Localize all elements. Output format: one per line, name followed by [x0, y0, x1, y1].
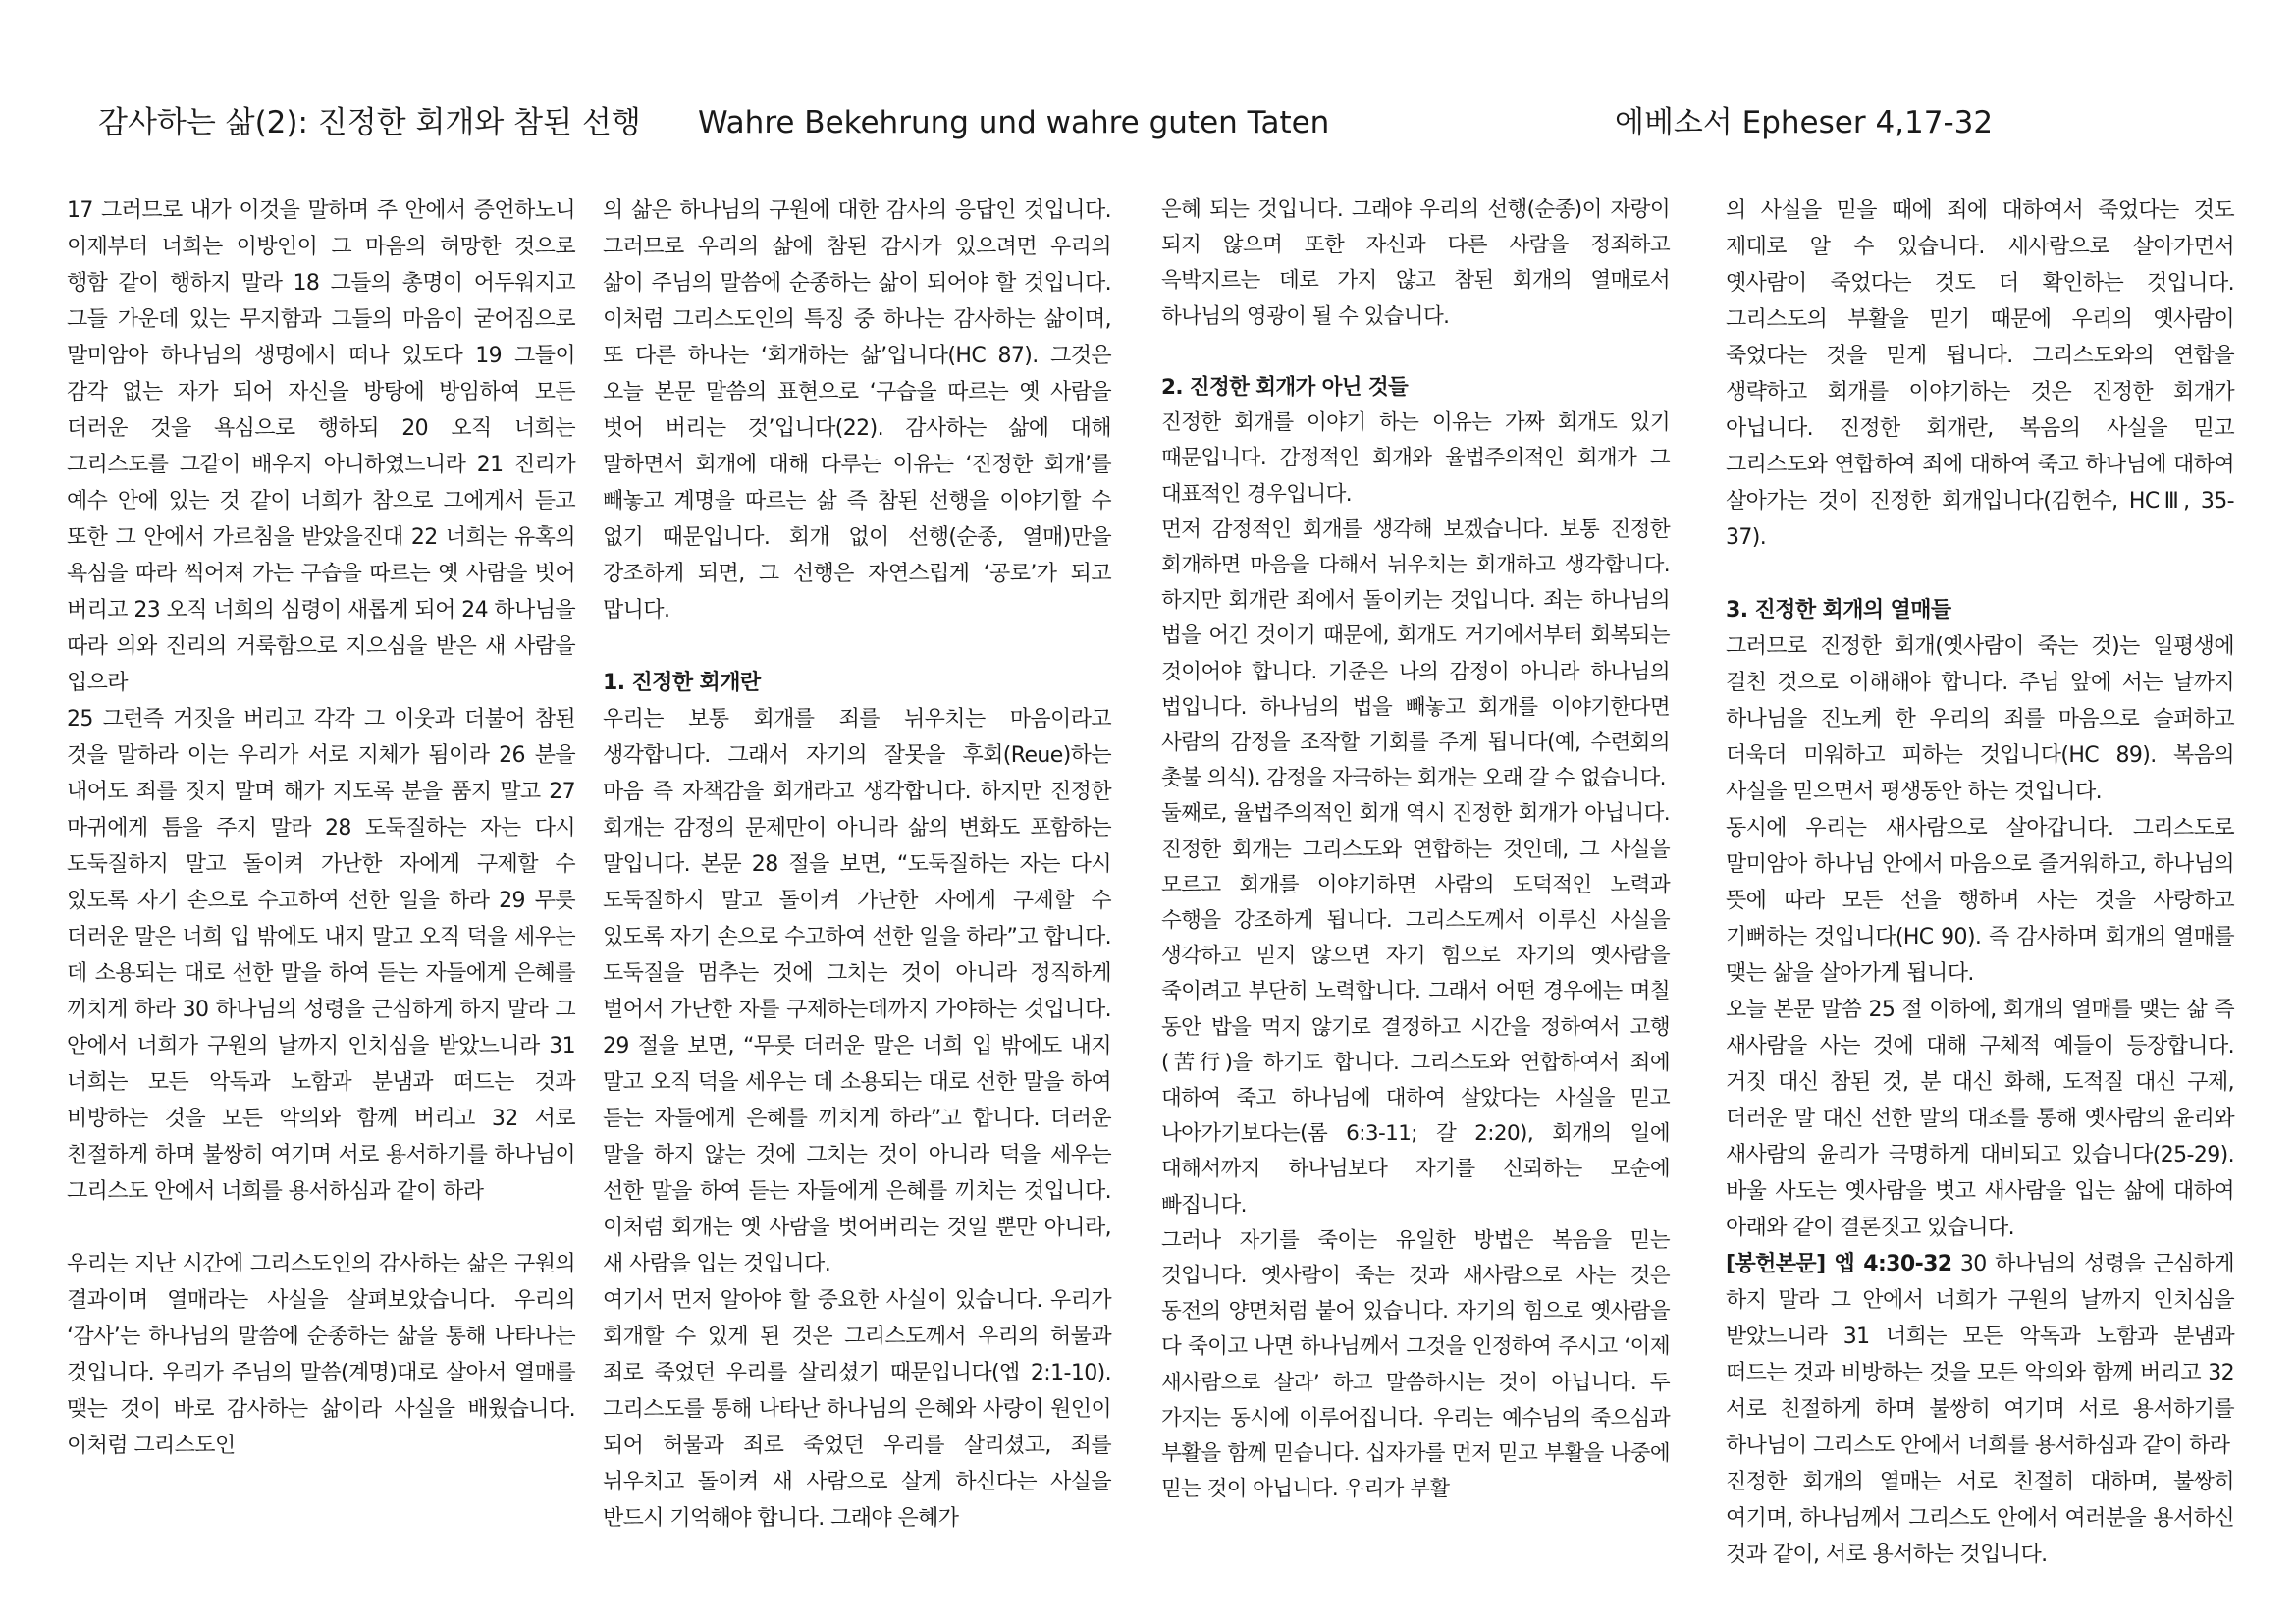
scripture-passage-17-24: 17 그러므로 내가 이것을 말하며 주 안에서 증언하노니 이제부터 너희는 이방인이 그 마음의 허망한 것으로 행함 같이 행하지 말라 18 그들의 총명이 어두워지고 그들 가운데 있는 무지함과 그들의 마음이 굳어짐으로 말미암아 하나님의 생명에서 떠나 있도다 19 그들이 감각 없는 자가 되어 자신을 방탕에 방임하여 모든 더러운 것을 욕심으로 행하되 20 오직 너희는 그리스도를 그같이 배우지 아니하였느니라 21 진리가 예수 안에 있는 것 같이 너희가 참으로 그에게서 듣고 또한 그 안에서 가르침을 받았을진대 22 너희는 유혹의 욕심을 따라 썩어져 가는 구습을 따르는 옛 사람을 벗어 버리고 23 오직 너희의 심령이 새롭게 되어 24 하나님을 따라 의와 진리의 거룩함으로 지으심을 받은 새 사람을 입으라 — [67, 198, 575, 695]
section-heading-2: 2. 진정한 회개가 아닌 것들 — [1161, 375, 1409, 400]
paragraph: 먼저 감정적인 회개를 생각해 보겠습니다. 보통 진정한 회개하면 마음을 다해서 뉘우치는 회개하고 생각합니다. 하지만 회개란 죄에서 돌이키는 것입니다. 죄는 하나님의 법을 어긴 것이기 때문에, 회개도 거기에서부터 회복되는 것이어야 합니다. 기준은 나의 감정이 아니라 하나님의 법입니다. 하나님의 법을 빼놓고 회개를 이야기한다면 사람의 감정을 조작할 기회를 주게 됩니다(예, 수련회의 촛불 의식). 감정을 자극하는 회개는 오래 갈 수 없습니다. — [1161, 516, 1670, 791]
paragraph: 의 사실을 믿을 때에 죄에 대하여서 죽었다는 것도 제대로 알 수 있습니다. 새사람으로 살아가면서 옛사람이 죽었다는 것도 더 확인하는 것입니다. 그리스도의 부활을 믿기 때문에 우리의 옛사람이 죽었다는 것을 믿게 됩니다. 그리스도와의 연합을 생략하고 회개를 이야기하는 것은 진정한 회개가 아닙니다. 진정한 회개란, 복음의 사실을 믿고 그리스도와 연합하여 죄에 대하여 죽고 하나님에 대하여 살아가는 것이 진정한 회개입니다(김헌수, HCⅢ, 35-37). — [1726, 198, 2234, 550]
text-column-2 — [603, 192, 1111, 1537]
text-column-3 — [1161, 192, 1670, 1508]
paragraph: 은혜 되는 것입니다. 그래야 우리의 선행(순종)이 자랑이 되지 않으며 또한 자신과 다른 사람을 정죄하고 윽박지르는 데로 가지 않고 참된 회개의 열매로서 하나님의 영광이 될 수 있습니다. — [1161, 197, 1670, 329]
paragraph: 우리는 보통 회개를 죄를 뉘우치는 마음이라고 생각합니다. 그래서 자기의 잘못을 후회(Reue)하는 마음 즉 자책감을 회개라고 생각합니다. 하지만 진정한 회개는 감정의 문제만이 아니라 삶의 변화도 포함하는 말입니다. 본문 28 절을 보면, “도둑질하는 자는 다시 도둑질하지 말고 돌이켜 가난한 자에게 구제할 수 있도록 자기 손으로 수고하여 선한 일을 하라”고 합니다. 도둑질을 멈추는 것에 그치는 것이 아니라 정직하게 벌어서 가난한 자를 구제하는데까지 가야하는 것입니다. 29 절을 보면, “무릇 더러운 말은 너희 입 밖에도 내지 말고 오직 덕을 세우는 데 소용되는 대로 선한 말을 하여 듣는 자들에게 은혜를 끼치게 하라”고 합니다. 더러운 말을 하지 않는 것에 그치는 것이 아니라 덕을 세우는 선한 말을 하여 듣는 자들에게 은혜를 끼치는 것입니다. 이처럼 회개는 옛 사람을 벗어버리는 것일 뿐만 아니라, 새 사람을 입는 것입니다. — [603, 707, 1111, 1276]
intro-paragraph: 우리는 지난 시간에 그리스도인의 감사하는 삶은 구원의 결과이며 열매라는 사실을 살펴보았습니다. 우리의 ‘감사’는 하나님의 말씀에 순종하는 삶을 통해 나타나는 것입니다. 우리가 주님의 말씀(계명)대로 살아서 열매를 맺는 것이 바로 감사하는 삶이라 사실을 배웠습니다. 이처럼 그리스도인 — [67, 1252, 575, 1458]
paragraph: 여기서 먼저 알아야 할 중요한 사실이 있습니다. 우리가 회개할 수 있게 된 것은 그리스도께서 우리의 허물과 죄로 죽었던 우리를 살리셨기 때문입니다(엡 2:1-10). 그리스도를 통해 나타난 하나님의 은혜와 사랑이 원인이 되어 허물과 죄로 죽었던 우리를 살리셨고, 죄를 뉘우치고 돌이켜 새 사람으로 살게 하신다는 사실을 반드시 기억해야 합니다. 그래야 은혜가 — [603, 1288, 1111, 1531]
paragraph: 진정한 회개를 이야기 하는 이유는 가짜 회개도 있기 때문입니다. 감정적인 회개와 율법주의적인 회개가 그 대표적인 경우입니다. — [1161, 410, 1670, 507]
title-korean: 감사하는 삶(2): 진정한 회개와 참된 선행 — [98, 105, 641, 140]
offering-text: 30 하나님의 성령을 근심하게 하지 말라 그 안에서 너희가 구원의 날까지 인치심을 받았느니라 31 너희는 모든 악독과 노함과 분냄과 떠드는 것과 비방하는 것을 모든 악의와 함께 버리고 32 서로 친절하게 하며 불쌍히 여기며 서로 용서하기를 하나님이 그리스도 안에서 너희를 용서하심과 같이 하라 — [1726, 1252, 2234, 1458]
paragraph: 동시에 우리는 새사람으로 살아갑니다. 그리스도로 말미암아 하나님 안에서 마음으로 즐거워하고, 하나님의 뜻에 따라 모든 선을 행하며 사는 것을 사랑하고 기뻐하는 것입니다(HC 90). 즉 감사하며 회개의 열매를 맺는 삶을 살아가게 됩니다. — [1726, 816, 2234, 986]
text-column-1 — [67, 192, 575, 1464]
paragraph: 의 삶은 하나님의 구원에 대한 감사의 응답인 것입니다. 그러므로 우리의 삶에 참된 감사가 있으려면 우리의 삶이 주님의 말씀에 순종하는 삶이 되어야 할 것입니다. 이처럼 그리스도인의 특징 중 하나는 감사하는 삶이며, 또 다른 하나는 ‘회개하는 삶’입니다(HC 87). 그것은 오늘 본문 말씀의 표현으로 ‘구습을 따르는 옛 사람을 벗어 버리는 것’입니다(22). 감사하는 삶에 대해 말하면서 회개에 대해 다루는 이유는 ‘진정한 회개’를 빼놓고 계명을 따르는 삶 즉 참된 선행을 이야기할 수 없기 때문입니다. 회개 없이 선행(순종, 열매)만을 강조하게 되면, 그 선행은 자연스럽게 ‘공로’가 되고 맙니다. — [603, 198, 1111, 623]
paragraph: 진정한 회개의 열매는 서로 친절히 대하며, 불쌍히 여기며, 하나님께서 그리스도 안에서 여러분을 용서하신 것과 같이, 서로 용서하는 것입니다. — [1726, 1470, 2234, 1567]
paragraph: 오늘 본문 말씀 25 절 이하에, 회개의 열매를 맺는 삶 즉 새사람을 사는 것에 대해 구체적 예들이 등장합니다. 거짓 대신 참된 것, 분 대신 화해, 도적질 대신 구제, 더러운 말 대신 선한 말의 대조를 통해 옛사람의 윤리와 새사람의 윤리가 극명하게 대비되고 있습니다(25-29). 바울 사도는 옛사람을 벗고 새사람을 입는 삶에 대하여 아래와 같이 결론짓고 있습니다. — [1726, 998, 2234, 1240]
page-header — [98, 98, 2198, 147]
title-german: Wahre Bekehrung und wahre guten Taten — [698, 105, 1330, 140]
paragraph: 그러나 자기를 죽이는 유일한 방법은 복음을 믿는 것입니다. 옛사람이 죽는 것과 새사람으로 사는 것은 동전의 양면처럼 붙어 있습니다. 자기의 힘으로 옛사람을 다 죽이고 나면 하나님께서 그것을 인정하여 주시고 ‘이제 새사람으로 살라’ 하고 말씀하시는 것이 아닙니다. 두 가지는 동시에 이루어집니다. 우리는 예수님의 죽으심과 부활을 함께 믿습니다. 십자가를 먼저 믿고 부활을 나중에 믿는 것이 아닙니다. 우리가 부활 — [1161, 1227, 1670, 1502]
paragraph: 그러므로 진정한 회개(옛사람이 죽는 것)는 일평생에 걸친 것으로 이해해야 합니다. 주님 앞에 서는 날까지 하나님을 진노케 한 우리의 죄를 마음으로 슬퍼하고 더욱더 미워하고 피하는 것입니다(HC 89). 복음의 사실을 믿으면서 평생동안 하는 것입니다. — [1726, 634, 2234, 804]
scripture-reference: 에베소서 Epheser 4,17-32 — [1615, 105, 1994, 140]
paragraph: 둘째로, 율법주의적인 회개 역시 진정한 회개가 아닙니다. 진정한 회개는 그리스도와 연합하는 것인데, 그 사실을 모르고 회개를 이야기하면 사람의 도덕적인 노력과 수행을 강조하게 됩니다. 그리스도께서 이루신 사실을 생각하고 믿지 않으면 자기 힘으로 자기의 옛사람을 죽이려고 부단히 노력합니다. 그래서 어떤 경우에는 며칠 동안 밥을 먹지 않기로 결정하고 시간을 정하여서 고행(苦行)을 하기도 합니다. 그리스도와 연합하여서 죄에 대하여 죽고 하나님에 대하여 살았다는 사실을 믿고 나아가기보다는(롬 6:3-11; 갈 2:20), 회개의 일에 대해서까지 하나님보다 자기를 신뢰하는 모순에 빠집니다. — [1161, 801, 1670, 1218]
section-heading-1: 1. 진정한 회개란 — [603, 671, 761, 695]
text-column-4 — [1726, 192, 2234, 1573]
scripture-passage-25-32: 25 그런즉 거짓을 버리고 각각 그 이웃과 더불어 참된 것을 말하라 이는 우리가 서로 지체가 됨이라 26 분을 내어도 죄를 짓지 말며 해가 지도록 분을 품지 말고 27 마귀에게 틈을 주지 말라 28 도둑질하는 자는 다시 도둑질하지 말고 돌이켜 가난한 자에게 구제할 수 있도록 자기 손으로 수고하여 선한 일을 하라 29 무릇 더러운 말은 너희 입 밖에도 내지 말고 오직 덕을 세우는 데 소용되는 대로 선한 말을 하여 듣는 자들에게 은혜를 끼치게 하라 30 하나님의 성령을 근심하게 하지 말라 그 안에서 너희가 구원의 날까지 인치심을 받았느니라 31 너희는 모든 악독과 노함과 분냄과 떠드는 것과 비방하는 것을 모든 악의와 함께 버리고 32 서로 친절하게 하며 불쌍히 여기며 서로 용서하기를 하나님이 그리스도 안에서 너희를 용서하심과 같이 하라 — [67, 707, 575, 1204]
offering-label: [봉헌본문] 엡 4:30-32 — [1726, 1252, 1952, 1276]
offering-passage — [1726, 1246, 2234, 1464]
section-heading-3: 3. 진정한 회개의 열매들 — [1726, 598, 1951, 623]
